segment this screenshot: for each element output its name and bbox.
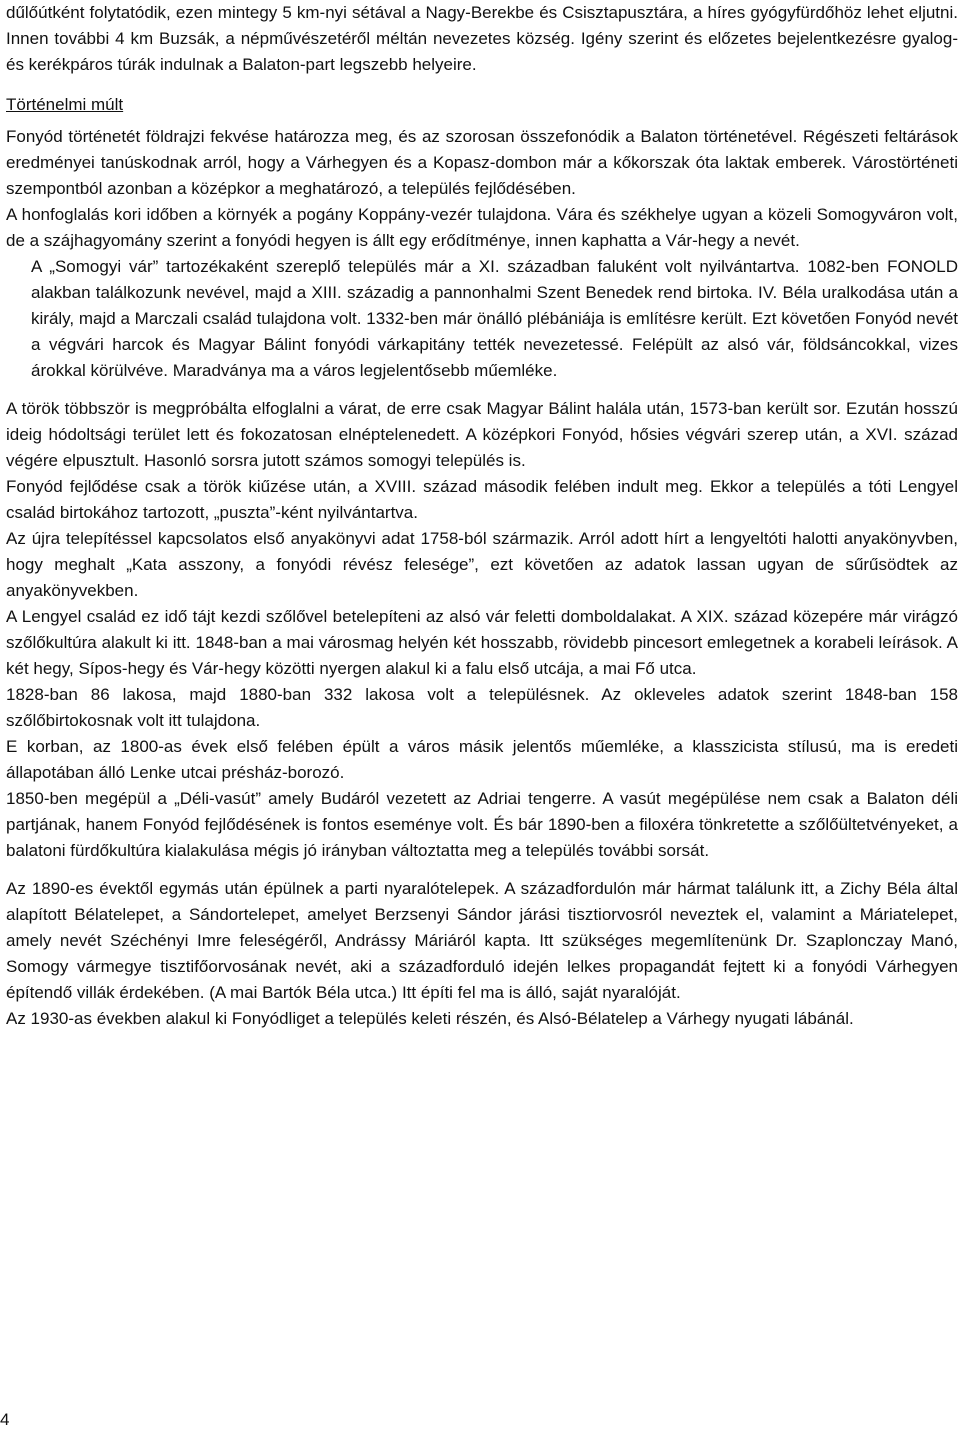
paragraph-resort-colonies: Az 1890-es évektől egymás után épülnek a parti nyaralótelepek. A századfordulón már hármat találunk itt, a Zichy Béla által alapított Bélatelepet, a Sándortelepet, amelyet Berzsenyi Sándor járási tisztiorvosról neveztek el, valamint a Máriatelepet, amely nevét Széchényi Imre feleségéről, Andrássy Máriáról kapta. Itt szükséges megemlítenünk Dr. Szaplonczay Manó, Somogy vármegye tisztifőorvosának nevét, aki a századforduló idején lelkes propagandát fejtett ki a fonyódi Várhegyen építendő villák érdekében. (A mai Bartók Béla utca.) Itt építi fel ma is álló, saját nyaralóját.: [6, 879, 958, 1002]
paragraph-lengyel-family: A Lengyel család ez idő tájt kezdi szőlővel betelepíteni az alsó vár feletti domboldalakat. A XIX. század közepére már virágzó szőlőkultúra alakult ki itt. 1848-ban a mai városmag helyén két hosszabb, rövidebb pincesort emlegetnek a korabeli leírások. A két hegy, Sípos-hegy és Vár-hegy közötti nyergen alakul ki a falu első utcája, a mai Fő utca.: [6, 607, 958, 678]
paragraph-population: 1828-ban 86 lakosa, majd 1880-ban 332 lakosa volt a településnek. Az okleveles adatok szerint 1848-ban 158 szőlőbirtokosnak volt itt tulajdona.: [6, 685, 958, 730]
paragraph-registry: Az újra telepítéssel kapcsolatos első anyakönyvi adat 1758-ból származik. Arról adott hírt a lengyeltóti halotti anyakönyvben, hogy meghalt „Kata asszony, a fonyódi révész felesége”, ezt követően az adatok lassan ugyan de sűrűsödtek az anyakönyvekben.: [6, 529, 958, 600]
paragraph-railway: 1850-ben megépül a „Déli-vasút” amely Budáról vezetett az Adriai tengerre. A vasút megépülése nem csak a Balaton déli partjának, hanem Fonyód fejlődésének is fontos eseménye volt. És bár 1890-ben a filoxéra tönkretette a szőlőültetvényeket, a balatoni fürdőkultúra kialakulása mégis jó irányban változtatta meg a település további sorsát.: [6, 789, 958, 860]
paragraph-development: Fonyód fejlődése csak a török kiűzése után, a XVIII. század második felében indult meg. Ekkor a település a tóti Lengyel család birtokához tartozott, „puszta”-ként nyilvántartva.: [6, 477, 958, 522]
indented-section: [31, 254, 958, 384]
document-page: [6, 0, 958, 1032]
paragraph-fonyodliget: Az 1930-as években alakul ki Fonyódliget a település keleti részén, és Alsó-Bélatelep a Várhegy nyugati lábánál.: [6, 1009, 854, 1028]
intro-paragraph: dűlőútként folytatódik, ezen mintegy 5 km-nyi sétával a Nagy-Berekbe és Csisztapusztára, a híres gyógyfürdőhöz lehet eljutni. Innen további 4 km Buzsák, a népművészetéről méltán nevezetes község. Igény szerint és előzetes bejelentkezésre gyalog- és kerékpáros túrák indulnak a Balaton-part legszebb helyeire.: [6, 3, 958, 74]
paragraph-fonyod-history: Fonyód történetét földrajzi fekvése határozza meg, és az szorosan összefonódik a Balaton történetével. Régészeti feltárások eredményei tanúskodnak arról, hogy a Várhegyen és a Kopasz-dombon már a kőkorszak óta laktak emberek. Várostörténeti szempontból azonban a középkor a meghatározó, a település fejlődésében.: [6, 127, 958, 198]
paragraph-somogyi-var: A „Somogyi vár” tartozékaként szereplő település már a XI. században faluként volt nyilvántartva. 1082-ben FONOLD alakban találkozunk nevével, majd a XIII. századig a pannonhalmi Szent Benedek rend birtoka. IV. Béla uralkodása után a király, majd a Marczali család tulajdona volt. 1332-ben már önálló plébániája is említésre került. Ezt követően Fonyód nevét a végvári harcok és Magyar Bálint fonyódi várkapitány tették nevezetessé. Felépült az alsó vár, földsáncokkal, vizes árokkal körülvéve. Maradványa ma a város legjelentősebb műemléke.: [31, 257, 958, 380]
paragraph-turkish-siege: A török többször is megpróbálta elfoglalni a várat, de erre csak Magyar Bálint halála után, 1573-ban került sor. Ezután hosszú ideig hódoltsági terület lett és fokozatosan elnéptelenedett. A középkori Fonyód, hősies végvári szerep után, a XVI. század végére elpusztult. Hasonló sorsra jutott számos somogyi település is.: [6, 399, 958, 470]
paragraph-press-house: E korban, az 1800-as évek első felében épült a város másik jelentős műemléke, a klasszicista stílusú, ma is eredeti állapotában álló Lenke utcai présház-borozó.: [6, 737, 958, 782]
paragraph-koppany: A honfoglalás kori időben a környék a pogány Koppány-vezér tulajdona. Vára és székhelye ugyan a közeli Somogyváron volt, de a szájhagyomány szerint a fonyódi hegyen is állt egy erődítménye, innen kaphatta a Vár-hegy a nevét.: [6, 205, 958, 250]
section-heading: Történelmi múlt: [6, 95, 124, 114]
page-number: 4: [0, 1410, 10, 1429]
